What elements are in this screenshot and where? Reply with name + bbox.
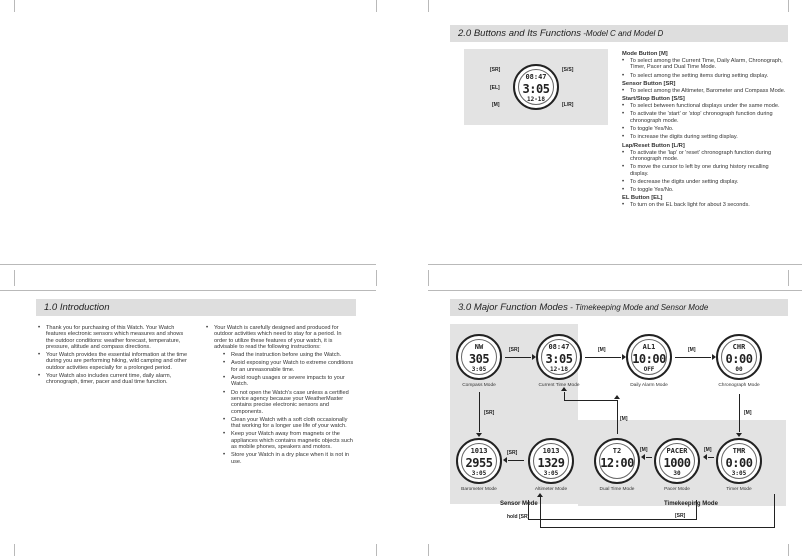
crop-mark	[428, 544, 429, 556]
caption-compass-mode: Compass Mode	[462, 383, 496, 388]
watch-daily-alarm	[626, 334, 672, 380]
arrow-label: [SR]	[509, 347, 520, 353]
button-section-head: Start/Stop Button [S/S]	[622, 96, 685, 103]
arrow-timer-to-pacer	[708, 457, 714, 458]
watch-bottom-readout: 3:05	[471, 366, 487, 373]
label-sr-button: [SR]	[490, 67, 501, 73]
watch-main-readout: 3:05	[522, 82, 550, 96]
watch-top-readout: TMR	[732, 447, 746, 455]
intro-subbullet: • Keep your Watch away from magnets or the appliances which contains magnetic objects such as mobile phones, speakers and motors.	[214, 431, 356, 450]
arrow-altimeter-to-barometer	[508, 460, 524, 461]
button-desc-item: • To toggle Yes/No.	[622, 187, 786, 193]
arrow-label: [M]	[704, 447, 712, 453]
section-title: 3.0 Major Function Modes	[458, 302, 568, 313]
crop-mark	[376, 544, 377, 556]
arrow-dual-to-current-path	[617, 400, 618, 434]
connector-line	[564, 400, 618, 401]
arrow-label: [SR]	[484, 410, 495, 416]
watch-chronograph	[716, 334, 762, 380]
connector-line	[528, 519, 696, 520]
crop-mark	[376, 0, 377, 12]
arrow-label: [SR]	[675, 513, 686, 519]
connector-line	[540, 527, 774, 528]
watch-top-readout: PACER	[666, 447, 688, 455]
button-desc-item: • To activate the 'lap' or 'reset' chronograph function during chronograph mode.	[622, 150, 786, 163]
intro-subbullet: • Clean your Watch with a soft cloth occasionally that working for a longer use life of your watch.	[214, 417, 356, 430]
button-desc-item: • To select among the setting items during setting display.	[622, 73, 786, 79]
watch-bottom-readout: OFF	[643, 366, 655, 373]
watch-barometer	[456, 438, 502, 484]
button-descriptions	[622, 50, 786, 211]
caption-daily-alarm-mode: Daily Alarm Mode	[630, 383, 668, 388]
arrow-label-hold-sr: hold [SR]	[507, 514, 530, 520]
arrow-into-current	[564, 392, 565, 400]
button-section-mode	[622, 51, 786, 79]
label-m-button: [M]	[492, 102, 500, 108]
intro-subbullet: • Avoid exposing your Watch to extreme conditions for an unreasonable time.	[214, 360, 356, 373]
caption-barometer-mode: Barometer Mode	[461, 487, 497, 492]
watch-main-readout: 1329	[537, 456, 565, 470]
watch-top-readout: CHR	[732, 343, 746, 351]
label-lr-button: [L/R]	[562, 102, 574, 108]
button-desc-item: • To decrease the digits under setting display.	[622, 179, 786, 185]
button-desc-item: • To toggle Yes/No.	[622, 126, 786, 132]
watch-top-readout: T2	[612, 447, 622, 455]
crop-mark	[428, 270, 429, 286]
arrow-label: [SR]	[507, 450, 518, 456]
button-section-head: Sensor Button [SR]	[622, 80, 676, 87]
button-section-head: EL Button [EL]	[622, 195, 663, 202]
crop-mark	[788, 0, 789, 12]
button-desc-item: • To activate the 'start' or 'stop' chronograph function during chronograph mode.	[622, 111, 786, 124]
arrow-label: [M]	[640, 447, 648, 453]
section-header-buttons	[450, 25, 788, 42]
watch-bottom-readout: 3:05	[731, 470, 747, 477]
crop-mark	[376, 270, 377, 286]
caption-current-time-mode: Current Time Mode	[538, 383, 580, 388]
watch-pacer	[654, 438, 700, 484]
crop-mark	[428, 290, 802, 291]
caption-dual-time-mode: Dual Time Mode	[599, 487, 635, 492]
watch-top-readout: 08:47	[548, 343, 570, 351]
button-section-head: Lap/Reset Button [L/R]	[622, 142, 685, 149]
crop-mark	[428, 0, 429, 12]
section-title: 1.0 Introduction	[44, 302, 110, 313]
connector-line	[774, 494, 775, 528]
watch-main-readout: 12:00	[600, 456, 634, 470]
group-label-sensor-mode: Sensor Mode	[500, 501, 538, 507]
crop-mark	[0, 264, 376, 265]
section-subtitle: -Model C and Model D	[581, 29, 664, 38]
button-section-lap-reset	[622, 143, 786, 194]
intro-bullet: • Thank you for purchasing of this Watch. Your Watch features electronic sensors which measures and shows the outdoor conditions: weather forecast, temperature, pressure, altitude and compass directions.	[38, 325, 188, 350]
crop-mark	[428, 264, 802, 265]
crop-mark	[788, 270, 789, 286]
watch-bottom-readout: 3:05	[471, 470, 487, 477]
button-section-start-stop	[622, 96, 786, 140]
button-section-el	[622, 195, 786, 208]
button-desc-item: • To turn on the EL back light for about 3 seconds.	[622, 202, 786, 208]
caption-timer-mode: Timer Mode	[726, 487, 752, 492]
arrow-label: [M]	[620, 416, 628, 422]
caption-pacer-mode: Pacer Mode	[664, 487, 690, 492]
watch-main-readout: 305	[468, 352, 490, 366]
arrow-compass-to-current	[505, 357, 531, 358]
watch-top-readout: NW	[474, 343, 484, 351]
intro-left-column	[38, 325, 188, 388]
arrow-label: [M]	[688, 347, 696, 353]
intro-bullet: • Your Watch also includes current time, daily alarm, chronograph, timer, pacer and dual time function.	[38, 373, 188, 386]
intro-subbullet: • Store your Watch in a dry place when it is not in use.	[214, 452, 356, 465]
arrow-pacer-to-dual	[646, 457, 652, 458]
arrow-compass-to-barometer	[479, 392, 480, 432]
intro-subbullet: • Read the instruction before using the Watch.	[214, 352, 356, 358]
button-section-sensor	[622, 81, 786, 94]
watch-main-readout: 2955	[465, 456, 493, 470]
button-desc-item: • To select among the Current Time, Daily Alarm, Chronograph, Timer, Pacer and Dual Time Mode.	[622, 58, 786, 71]
label-ss-button: [S/S]	[562, 67, 574, 73]
button-desc-item: • To increase the digits during setting display.	[622, 134, 786, 140]
arrow-label: [M]	[598, 347, 606, 353]
watch-main-readout: 0:00	[725, 456, 753, 470]
watch-bottom-readout: 30	[673, 470, 681, 477]
section-title: 2.0 Buttons and Its Functions	[458, 28, 582, 39]
arrow-alarm-to-chrono	[675, 357, 711, 358]
watch-main-readout: 10:00	[632, 352, 666, 366]
watch-current-time	[536, 334, 582, 380]
arrow-into-altimeter	[540, 498, 541, 502]
caption-chronograph-mode: Chronograph Mode	[718, 383, 760, 388]
watch-bottom-readout: 3:05	[543, 470, 559, 477]
watch-top-readout: 1013	[542, 447, 560, 455]
intro-subbullet: • Avoid rough usages or severe impacts to your Watch.	[214, 375, 356, 388]
label-el-button: [EL]	[490, 85, 500, 91]
watch-bottom-readout: 12-18	[526, 96, 546, 103]
watch-main-readout: 3:05	[545, 352, 573, 366]
arrow-chrono-to-timer	[739, 394, 740, 432]
button-desc-item: • To select among the Altimeter, Barometer and Compass Mode.	[622, 88, 786, 94]
section-header-intro	[36, 299, 356, 316]
watch-compass	[456, 334, 502, 380]
intro-subbullet: • Do not open the Watch's case unless a certified service agency because your WeatherMaster contains precise electronic sensors and components.	[214, 390, 356, 415]
watch-main-readout: 0:00	[725, 352, 753, 366]
section-subtitle: - Timekeeping Mode and Sensor Mode	[567, 303, 709, 312]
watch-main-readout: 1000	[663, 456, 691, 470]
arrow-current-to-alarm	[585, 357, 621, 358]
button-desc-item: • To select between functional displays under the same mode.	[622, 103, 786, 109]
button-section-head: Mode Button [M]	[622, 51, 668, 57]
watch-bottom-readout: 00	[735, 366, 743, 373]
crop-mark	[14, 544, 15, 556]
watch-bottom-readout: 12-18	[549, 366, 569, 373]
buttons-illustration-panel	[464, 49, 608, 125]
intro-bullet: • Your Watch provides the essential information at the time during you are performing hiking, wild camping and other outdoor activities especially for a prolonged period.	[38, 352, 188, 371]
intro-right-column	[206, 325, 356, 467]
section-header-modes	[450, 299, 788, 316]
watch-diagram	[513, 64, 559, 110]
watch-top-readout: 08:47	[525, 73, 547, 81]
watch-top-readout: AL1	[642, 343, 656, 351]
button-desc-item: • To move the cursor to left by one during history recalling display.	[622, 164, 786, 177]
caption-altimeter-mode: Altimeter Mode	[534, 487, 568, 492]
watch-top-readout: 1013	[470, 447, 488, 455]
crop-mark	[14, 0, 15, 12]
crop-mark	[14, 270, 15, 286]
crop-mark	[788, 544, 789, 556]
intro-bullet: Your Watch is carefully designed and produced for outdoor activities which need to stay for a period. In order to utilize these features of your watch, it is advisable to read the following instructions:	[214, 325, 342, 350]
arrow-label: [M]	[744, 410, 752, 416]
watch-dual-time	[594, 438, 640, 484]
group-label-timekeeping-mode: Timekeeping Mode	[664, 501, 718, 507]
crop-mark	[0, 290, 376, 291]
watch-altimeter	[528, 438, 574, 484]
watch-timer	[716, 438, 762, 484]
